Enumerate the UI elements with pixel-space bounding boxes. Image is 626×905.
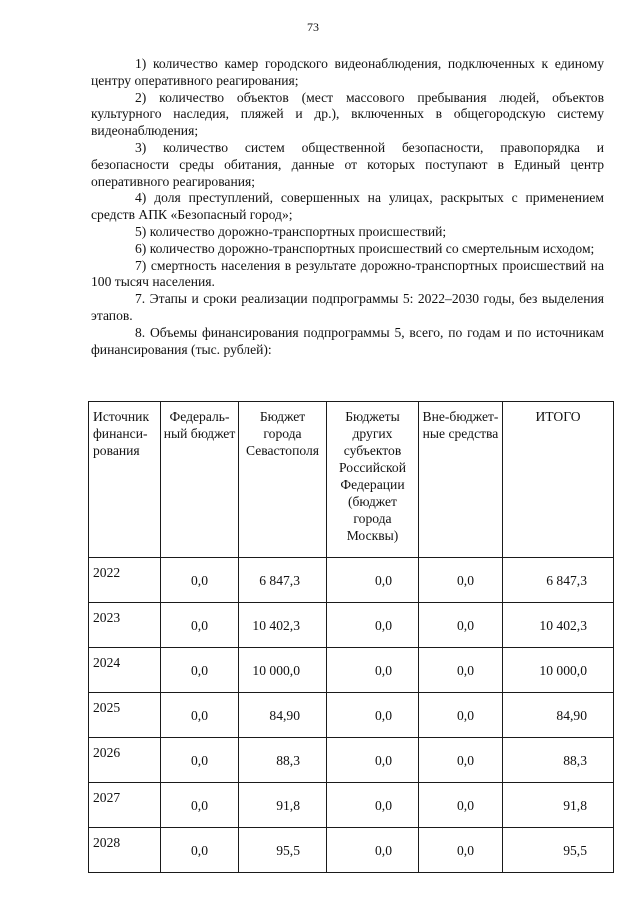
paragraph: 5) количество дорожно-транспортных происшествий; bbox=[135, 223, 447, 239]
header-city-budget: Бюджет города Севастополя bbox=[239, 402, 327, 558]
cell-other-subjects: 0,0 bbox=[327, 783, 419, 828]
table-row bbox=[89, 693, 614, 738]
paragraph: 4) доля преступлений, совершенных на улицах, раскрытых с применением средств АПК «Безопасный город»; bbox=[91, 190, 604, 223]
cell-total: 6 847,3 bbox=[503, 558, 614, 603]
table-row bbox=[89, 558, 614, 603]
cell-total: 84,90 bbox=[503, 693, 614, 738]
cell-other-subjects: 0,0 bbox=[327, 693, 419, 738]
table-header-row bbox=[89, 402, 614, 558]
header-source: Источник финанси-рования bbox=[89, 402, 161, 558]
cell-year: 2023 bbox=[89, 603, 161, 648]
cell-federal: 0,0 bbox=[161, 783, 239, 828]
cell-extra-budgetary: 0,0 bbox=[419, 648, 503, 693]
cell-extra-budgetary: 0,0 bbox=[419, 738, 503, 783]
page-number: 73 bbox=[307, 20, 319, 34]
header-federal-budget: Федераль-ный бюджет bbox=[161, 402, 239, 558]
cell-other-subjects: 0,0 bbox=[327, 738, 419, 783]
cell-city: 91,8 bbox=[239, 783, 327, 828]
paragraph: 8. Объемы финансирования подпрограммы 5, всего, по годам и по источникам финансирования (тыс. рублей): bbox=[91, 324, 604, 357]
cell-extra-budgetary: 0,0 bbox=[419, 783, 503, 828]
cell-federal: 0,0 bbox=[161, 648, 239, 693]
cell-total: 91,8 bbox=[503, 783, 614, 828]
cell-year: 2025 bbox=[89, 693, 161, 738]
cell-federal: 0,0 bbox=[161, 738, 239, 783]
paragraph: 3) количество систем общественной безопасности, правопорядка и безопасности среды обитания, данные от которых поступают в Единый центр оперативного реагирования; bbox=[91, 139, 604, 189]
cell-other-subjects: 0,0 bbox=[327, 648, 419, 693]
header-other-subjects-budget: Бюджеты других субъектов Российской Федерации (бюджет города Москвы) bbox=[327, 402, 419, 558]
cell-year: 2028 bbox=[89, 828, 161, 873]
cell-federal: 0,0 bbox=[161, 558, 239, 603]
paragraph: 1) количество камер городского видеонаблюдения, подключенных к единому центру оперативного реагирования; bbox=[91, 56, 604, 88]
cell-total: 95,5 bbox=[503, 828, 614, 873]
cell-total: 88,3 bbox=[503, 738, 614, 783]
cell-extra-budgetary: 0,0 bbox=[419, 558, 503, 603]
cell-city: 84,90 bbox=[239, 693, 327, 738]
cell-total: 10 000,0 bbox=[503, 648, 614, 693]
cell-other-subjects: 0,0 bbox=[327, 558, 419, 603]
table-row bbox=[89, 783, 614, 828]
cell-year: 2026 bbox=[89, 738, 161, 783]
cell-federal: 0,0 bbox=[161, 603, 239, 648]
cell-other-subjects: 0,0 bbox=[327, 828, 419, 873]
paragraph: 2) количество объектов (мест массового пребывания людей, объектов культурного наследия, пляжей и др.), включенных в общегородскую систему видеонаблюдения; bbox=[91, 89, 604, 139]
cell-extra-budgetary: 0,0 bbox=[419, 693, 503, 738]
paragraph: 6) количество дорожно-транспортных происшествий со смертельным исходом; bbox=[135, 240, 595, 256]
cell-city: 95,5 bbox=[239, 828, 327, 873]
paragraph: 7) смертность населения в результате дорожно-транспортных происшествий на 100 тысяч населения. bbox=[91, 257, 604, 290]
paragraph: 7. Этапы и сроки реализации подпрограммы 5: 2022–2030 годы, без выделения этапов. bbox=[91, 291, 604, 323]
cell-federal: 0,0 bbox=[161, 693, 239, 738]
table-row bbox=[89, 603, 614, 648]
cell-city: 88,3 bbox=[239, 738, 327, 783]
body-text bbox=[91, 56, 604, 358]
cell-year: 2027 bbox=[89, 783, 161, 828]
cell-year: 2024 bbox=[89, 648, 161, 693]
cell-total: 10 402,3 bbox=[503, 603, 614, 648]
header-extra-budgetary: Вне-бюджет-ные средства bbox=[419, 402, 503, 558]
table-row bbox=[89, 648, 614, 693]
table-row bbox=[89, 828, 614, 873]
cell-year: 2022 bbox=[89, 558, 161, 603]
cell-city: 10 000,0 bbox=[239, 648, 327, 693]
table-row bbox=[89, 738, 614, 783]
cell-extra-budgetary: 0,0 bbox=[419, 603, 503, 648]
cell-federal: 0,0 bbox=[161, 828, 239, 873]
cell-extra-budgetary: 0,0 bbox=[419, 828, 503, 873]
cell-city: 10 402,3 bbox=[239, 603, 327, 648]
header-total: ИТОГО bbox=[503, 402, 614, 558]
cell-city: 6 847,3 bbox=[239, 558, 327, 603]
financing-table bbox=[88, 401, 614, 873]
cell-other-subjects: 0,0 bbox=[327, 603, 419, 648]
